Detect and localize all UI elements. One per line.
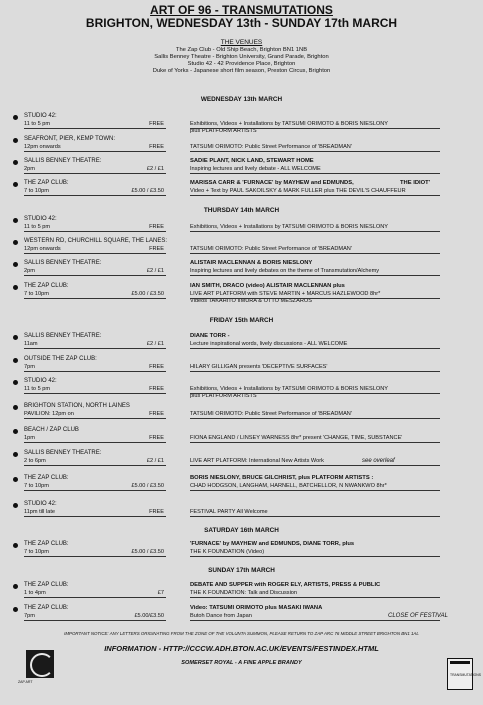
entry-venue: THE ZAP CLUB: — [24, 582, 69, 588]
entry-desc-underline — [190, 275, 440, 276]
entry-venue: THE ZAP CLUB: — [24, 475, 69, 481]
entry-description: TATSUMI ORIMOTO: Public Street Performance of 'BREADMAN' — [190, 411, 352, 417]
entry-underline — [24, 393, 166, 394]
entry-time: 11am — [24, 341, 38, 347]
entry-price: £2 / £1 — [146, 166, 164, 172]
entry-time: 11pm till late — [24, 509, 55, 515]
entry-description: TATSUMI ORIMOTO: Public Street Performance of 'BREADMAN' — [190, 144, 352, 150]
bullet-icon — [13, 138, 18, 143]
entry-desc-underline — [190, 195, 440, 196]
close-of-festival: CLOSE OF FESTIVAL — [388, 613, 448, 619]
bullet-icon — [13, 262, 18, 267]
entry-time: 12pm onwards — [24, 144, 61, 150]
entry-time: 2pm — [24, 268, 35, 274]
schedule-entry — [0, 260, 483, 280]
entry-time: 11 to 5 pm — [24, 386, 51, 392]
entry-underline — [24, 298, 166, 299]
bullet-icon — [13, 380, 18, 385]
schedule-entry — [0, 427, 483, 447]
entry-venue: SALLIS BENNEY THEATRE: — [24, 260, 102, 266]
flyer-dates: BRIGHTON, WEDNESDAY 13th - SUNDAY 17th MARCH — [85, 16, 398, 30]
entry-time: 11 to 5 pm — [24, 121, 51, 127]
entry-underline — [24, 465, 166, 466]
entry-venue: BRIGHTON STATION, NORTH LAINES — [24, 403, 130, 409]
logo-bar — [450, 661, 470, 664]
logo-text: TRANSMUTATIONS — [450, 673, 481, 677]
venue-line: Duke of Yorks - Japanese short film season, Preston Circus, Brighton — [152, 68, 331, 74]
schedule-entry — [0, 238, 483, 258]
entry-price: £2 / £1 — [146, 341, 164, 347]
entry-description: Inspiring lectures and lively debates on the theme of Transmutation/Alchemy — [190, 268, 380, 274]
entry-time: 7 to 10pm — [24, 549, 49, 555]
entry-description: LIVE ART PLATFORM: International New Artists Work — [190, 458, 324, 464]
entry-venue: STUDIO 42: — [24, 378, 57, 384]
entry-extra: plus PLATFORM ARTISTS — [190, 128, 257, 134]
entry-price: £5.00 / £3.50 — [131, 549, 164, 555]
entry-price: £5.00 / £3.50 — [131, 188, 164, 194]
entry-time: 7pm — [24, 613, 35, 619]
venues-heading: THE VENUES — [220, 39, 263, 46]
logo-caption: ZAP ART — [18, 680, 33, 684]
day-heading: FRIDAY 15th MARCH — [209, 317, 274, 324]
entry-underline — [24, 442, 166, 443]
entry-underline — [24, 253, 166, 254]
schedule-entry — [0, 136, 483, 156]
sponsor-line: SOMERSET ROYAL - A FINE APPLE BRANDY — [181, 660, 302, 666]
venue-line: Studio 42 - 42 Providence Place, Brighton — [187, 61, 296, 67]
entry-time: 1 to 4pm — [24, 590, 46, 596]
entry-desc-underline — [190, 128, 440, 129]
schedule-entry — [0, 180, 483, 200]
entry-price: £2 / £1 — [146, 458, 164, 464]
entry-extra: plus PLATFORM ARTISTS — [190, 393, 257, 399]
entry-headline: Video: TATSUMI ORIMOTO plus MASAKI IWANA — [190, 605, 323, 611]
schedule-entry — [0, 158, 483, 178]
entry-description: Lecture inspirational words, lively discussions - ALL WELCOME — [190, 341, 348, 347]
logo-swirl-icon — [30, 653, 54, 677]
bullet-icon — [13, 335, 18, 340]
entry-price: FREE — [149, 224, 164, 230]
bullet-icon — [13, 543, 18, 548]
entry-description: CHAD HODGSON, LANGHAM, HARNELL, BATCHELLOR, N NWANKWO 8hr* — [190, 483, 387, 489]
entry-underline — [24, 195, 166, 196]
schedule-entry — [0, 333, 483, 353]
bullet-icon — [13, 115, 18, 120]
entry-underline — [24, 516, 166, 517]
entry-description: Exhibitions, Videos + Installations by TATSUMI ORIMOTO & BORIS NIESLONY — [190, 121, 388, 127]
entry-time: 7 to 10pm — [24, 483, 49, 489]
schedule-entry — [0, 450, 483, 470]
entry-description: HILARY GILLIGAN presents 'DECEPTIVE SURFACES' — [190, 364, 328, 370]
entry-underline — [24, 128, 166, 129]
schedule-entry — [0, 356, 483, 376]
entry-description: THE K FOUNDATION (Video) — [190, 549, 265, 555]
bullet-icon — [13, 452, 18, 457]
entry-extra: Videos TAKAHITO IIMURA & OTTO MESZAROS — [190, 298, 312, 304]
schedule-entry — [0, 113, 483, 133]
entry-description: Exhibitions, Videos + Installations by TATSUMI ORIMOTO & BORIS NIESLONY — [190, 386, 388, 392]
day-heading: SUNDAY 17th MARCH — [208, 567, 275, 574]
entry-price: FREE — [149, 246, 164, 252]
entry-venue: THE ZAP CLUB: — [24, 180, 69, 186]
entry-venue: SEAFRONT, PIER, KEMP TOWN: — [24, 136, 116, 142]
bullet-icon — [13, 218, 18, 223]
entry-venue: OUTSIDE THE ZAP CLUB: — [24, 356, 97, 362]
entry-description: TATSUMI ORIMOTO: Public Street Performance of 'BREADMAN' — [190, 246, 352, 252]
bullet-icon — [13, 160, 18, 165]
bullet-icon — [13, 240, 18, 245]
schedule-entry — [0, 378, 483, 398]
entry-underline — [24, 490, 166, 491]
entry-underline — [24, 173, 166, 174]
entry-price: FREE — [149, 509, 164, 515]
entry-headline: IAN SMITH, DRACO (video) ALISTAIR MACLENNAN plus — [190, 283, 345, 289]
entry-price: FREE — [149, 411, 164, 417]
entry-description: Butoh Dance from Japan — [190, 613, 252, 619]
entry-headline: ALISTAIR MACLENNAN & BORIS NIESLONY — [190, 260, 313, 266]
entry-desc-underline — [190, 151, 440, 152]
entry-venue: STUDIO 42: — [24, 216, 57, 222]
entry-venue: SALLIS BENNEY THEATRE: — [24, 333, 102, 339]
entry-venue: STUDIO 42: — [24, 501, 57, 507]
entry-desc-underline — [190, 490, 440, 491]
entry-underline — [24, 371, 166, 372]
entry-underline — [24, 348, 166, 349]
day-heading: SATURDAY 16th MARCH — [204, 527, 279, 534]
entry-price: FREE — [149, 386, 164, 392]
entry-description: FESTIVAL PARTY All Welcome — [190, 509, 268, 515]
information-url: INFORMATION - HTTP://CCCW.ADH.BTON.AC.UK/EVENTS/FESTINDEX.HTML — [104, 644, 379, 653]
important-notice: IMPORTANT NOTICE: ANY LETTERS ORIGINATING FROM THE ZONE OF THE VOLUNTA SUMMON, PLEASE RETURN TO ZAP ARC 76 MIDDLE STREET BRIGHTON BN1 1AL — [64, 631, 419, 636]
schedule-entry — [0, 475, 483, 495]
entry-desc-underline — [190, 253, 440, 254]
schedule-entry — [0, 501, 483, 521]
schedule-entry — [0, 216, 483, 236]
entry-time: PAVILION: 12pm on — [24, 411, 74, 417]
entry-description: Video + Text by PAUL SAKOILSKY & MARK FULLER plus THE DEVIL'S CHAUFFEUR — [190, 188, 406, 194]
entry-desc-underline — [190, 516, 440, 517]
transmutations-logo-icon — [447, 658, 481, 690]
entry-price: £7 — [157, 590, 164, 596]
schedule-entry — [0, 403, 483, 423]
entry-description: THE K FOUNDATION: Talk and Discussion — [190, 590, 298, 596]
entry-desc-underline — [190, 556, 440, 557]
entry-desc-underline — [190, 231, 440, 232]
bullet-icon — [13, 503, 18, 508]
entry-headline: 'FURNACE' by MAYHEW and EDMUNDS, DIANE TORR, plus — [190, 541, 355, 547]
entry-desc-underline — [190, 442, 440, 443]
entry-price: £5.00 / £3.50 — [131, 291, 164, 297]
entry-headline: BORIS NIESLONY, BRUCE GILCHRIST, plus PLATFORM ARTISTS : — [190, 475, 374, 481]
entry-venue: THE ZAP CLUB: — [24, 605, 69, 611]
entry-headline: DEBATE AND SUPPER with ROGER ELY, ARTISTS, PRESS & PUBLIC — [190, 582, 381, 588]
entry-desc-underline — [190, 348, 440, 349]
entry-time: 2 to 6pm — [24, 458, 46, 464]
bullet-icon — [13, 285, 18, 290]
entry-desc-underline — [190, 393, 440, 394]
entry-description: LIVE ART PLATFORM with STEVE MARTIN + MARCUS HAZLEWOOD 8hr* — [190, 291, 381, 297]
entry-underline — [24, 620, 166, 621]
day-heading: WEDNESDAY 13th MARCH — [200, 96, 283, 103]
entry-desc-underline — [190, 298, 440, 299]
entry-venue: BEACH / ZAP CLUB — [24, 427, 79, 433]
flyer-title: ART OF 96 - TRANSMUTATIONS — [150, 3, 333, 17]
entry-underline — [24, 231, 166, 232]
entry-headline: SADIE PLANT, NICK LAND, STEWART HOME — [190, 158, 314, 164]
schedule-entry — [0, 283, 483, 303]
entry-venue: SALLIS BENNEY THEATRE: — [24, 158, 102, 164]
entry-description: FIONA ENGLAND / LINSEY WARNESS 8hr* present 'CHANGE, TIME, SUBSTANCE' — [190, 435, 403, 441]
entry-venue: STUDIO 42: — [24, 113, 57, 119]
bullet-icon — [13, 405, 18, 410]
entry-price: FREE — [149, 121, 164, 127]
schedule-entry — [0, 582, 483, 602]
entry-note: see overleaf — [362, 458, 395, 464]
schedule-entry — [0, 605, 483, 625]
entry-price: £2 / £1 — [146, 268, 164, 274]
entry-underline — [24, 597, 166, 598]
entry-price: FREE — [149, 144, 164, 150]
entry-underline — [24, 418, 166, 419]
entry-desc-underline — [190, 173, 440, 174]
day-heading: THURSDAY 14th MARCH — [203, 207, 280, 214]
entry-headline: DIANE TORR - — [190, 333, 230, 339]
entry-time: 7pm — [24, 364, 35, 370]
entry-description: Exhibitions, Videos + Installations by TATSUMI ORIMOTO & BORIS NIESLONY — [190, 224, 388, 230]
venue-line: Sallis Benney Theatre - Brighton University, Grand Parade, Brighton — [154, 54, 329, 60]
entry-desc-underline — [190, 597, 440, 598]
entry-venue: WESTERN RD, CHURCHILL SQUARE, THE LANES: — [24, 238, 168, 244]
bullet-icon — [13, 477, 18, 482]
entry-time: 1pm — [24, 435, 35, 441]
entry-desc-underline — [190, 418, 440, 419]
entry-price: £5.00 / £3.50 — [131, 483, 164, 489]
entry-description: Inspiring lectures and lively debate - ALL WELCOME — [190, 166, 321, 172]
entry-desc-underline — [190, 620, 440, 621]
venue-line: The Zap Club - Old Ship Beach, Brighton BN1 1NB — [175, 47, 308, 53]
entry-desc-underline — [190, 465, 440, 466]
bullet-icon — [13, 182, 18, 187]
entry-time: 7 to 10pm — [24, 188, 49, 194]
entry-underline — [24, 151, 166, 152]
entry-time: 7 to 10pm — [24, 291, 49, 297]
bullet-icon — [13, 429, 18, 434]
entry-time: 11 to 5 pm — [24, 224, 51, 230]
entry-headline: MARISSA CARR & 'FURNACE' by MAYHEW and EDMUNDS, — [190, 180, 354, 186]
bullet-icon — [13, 358, 18, 363]
schedule-entry — [0, 541, 483, 561]
zap-logo-icon — [26, 650, 54, 678]
entry-underline — [24, 556, 166, 557]
bullet-icon — [13, 584, 18, 589]
entry-underline — [24, 275, 166, 276]
bullet-icon — [13, 607, 18, 612]
entry-price: £5.00/£3.50 — [134, 613, 164, 619]
entry-price: FREE — [149, 435, 164, 441]
entry-venue: THE ZAP CLUB: — [24, 283, 69, 289]
entry-venue: THE ZAP CLUB: — [24, 541, 69, 547]
entry-price: FREE — [149, 364, 164, 370]
entry-time: 2pm — [24, 166, 35, 172]
entry-venue: SALLIS BENNEY THEATRE: — [24, 450, 102, 456]
entry-headline-extra: THE IDIOT' — [400, 180, 431, 186]
entry-time: 12pm onwards — [24, 246, 61, 252]
entry-desc-underline — [190, 371, 440, 372]
